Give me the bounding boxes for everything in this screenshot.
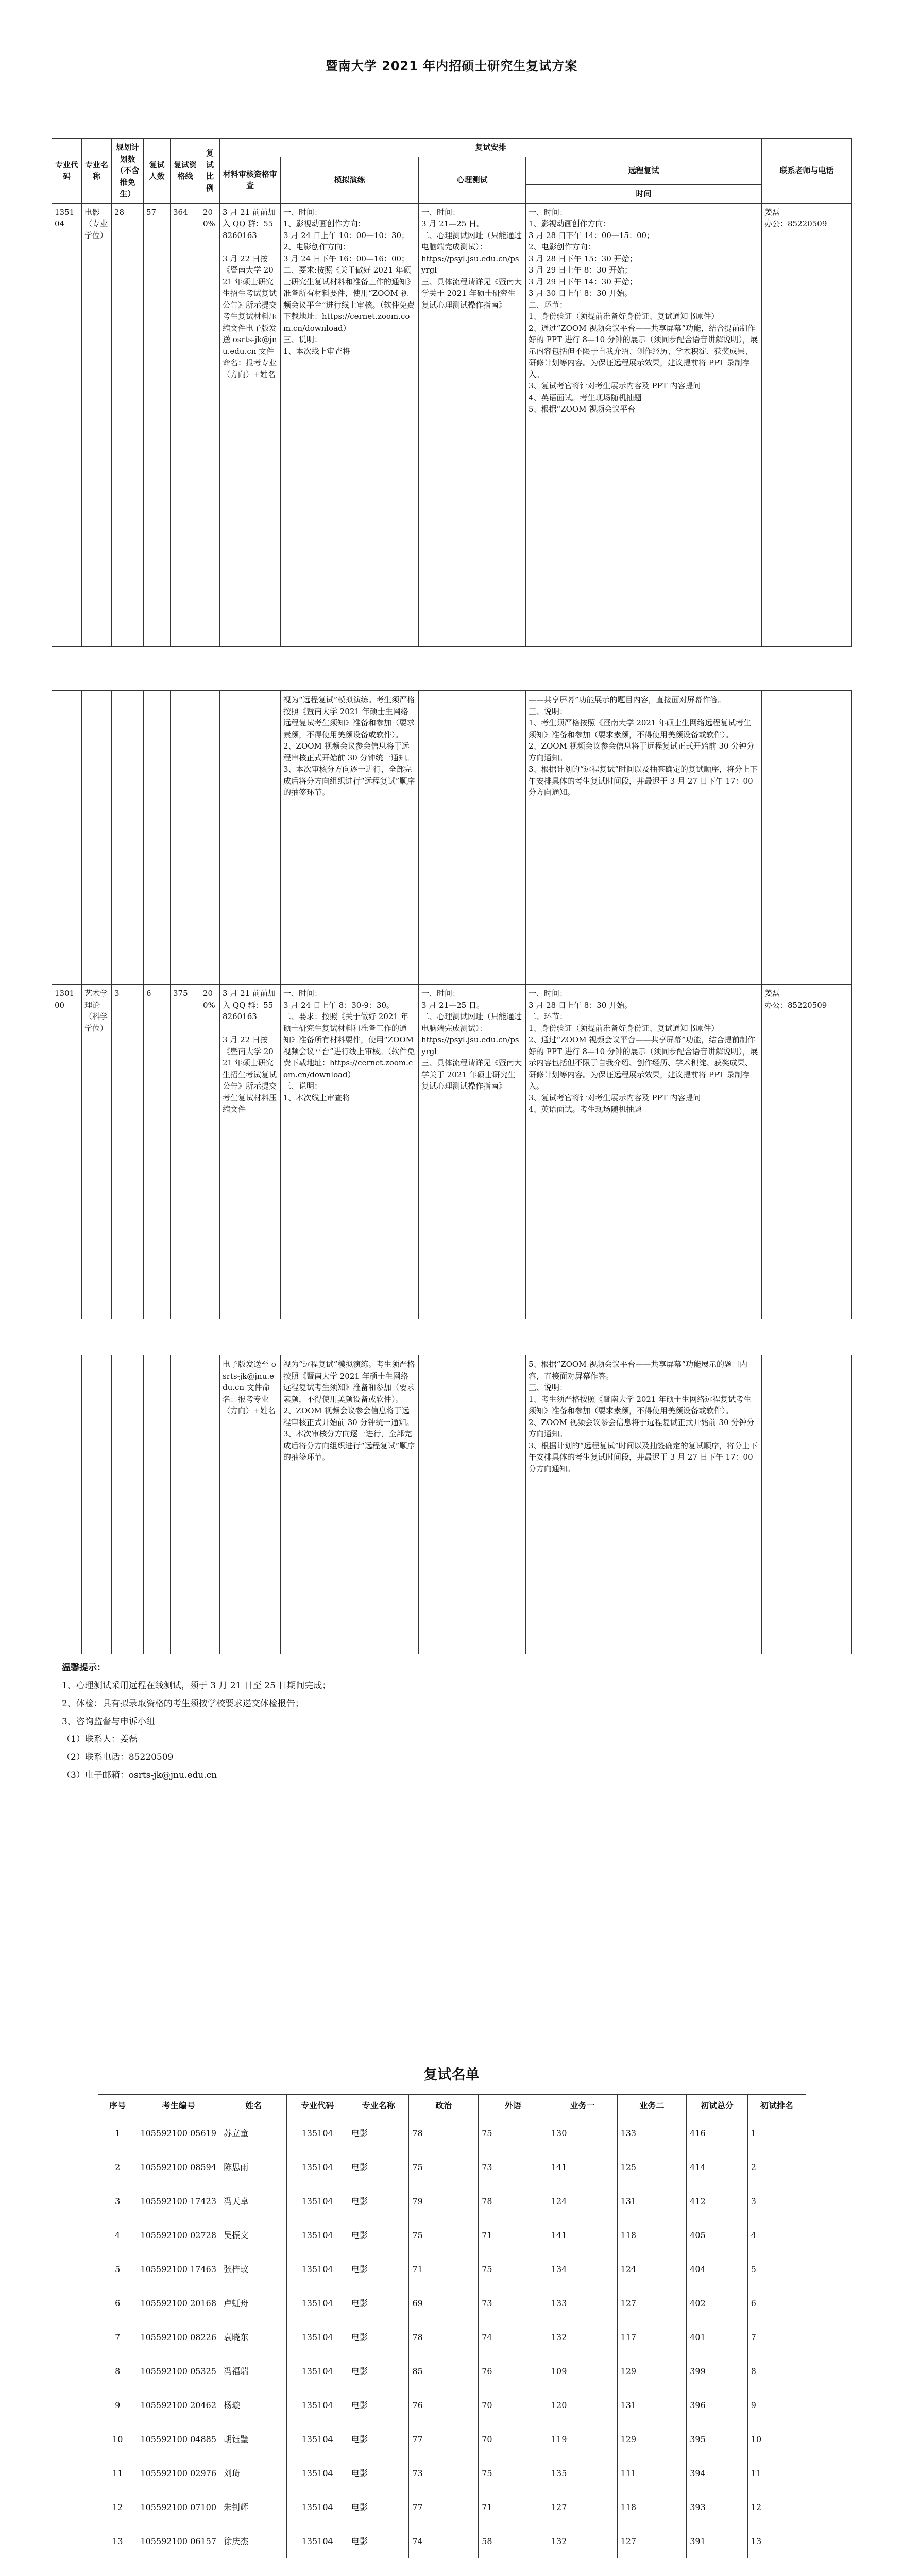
table-cell: 133 xyxy=(548,2286,617,2320)
table-cell: 135104 xyxy=(287,2252,348,2286)
roster-header: 姓名 xyxy=(220,2095,287,2116)
header-psych: 心理测试 xyxy=(419,157,526,203)
plan-table-continued-2 xyxy=(52,1355,852,1654)
table-cell: 414 xyxy=(687,2150,748,2184)
table-cell: 402 xyxy=(687,2286,748,2320)
table-cell: 391 xyxy=(687,2524,748,2558)
table-cell: 70 xyxy=(479,2422,548,2456)
table-cell: 141 xyxy=(548,2218,617,2252)
roster-body xyxy=(98,2116,806,2558)
table-cell: 135104 xyxy=(287,2320,348,2354)
header-score-line: 复试资格线 xyxy=(171,139,200,204)
table-cell: 118 xyxy=(617,2490,687,2524)
page-1 xyxy=(0,0,903,659)
table-cell: 1 xyxy=(98,2116,137,2150)
table-cell: 105592100 05325 xyxy=(137,2354,220,2388)
table-cell: 120 xyxy=(548,2388,617,2422)
table-cell: 127 xyxy=(548,2490,617,2524)
table-cell: 135104 xyxy=(287,2116,348,2150)
row2-mock: 一、时间： 3 月 24 日上午 8：30-9：30。 二、要求：按照《关于做好 2021 年硕士研究生复试材料和准备工作的通知》准备所有材料要件，使用“ZOOM 视频会议平台”进行线上审核。（软件免费下载地址：https://cernet.zoom.com.cn/download） 三、说明： 1、本次线上审查将 xyxy=(281,985,419,1319)
row1-count: 57 xyxy=(144,203,171,646)
table-cell: 76 xyxy=(479,2354,548,2388)
row1-ratio: 200% xyxy=(200,203,220,646)
table-cell: 9 xyxy=(747,2388,806,2422)
header-remote: 远程复试 xyxy=(526,157,762,185)
table-cell: 电影 xyxy=(348,2524,409,2558)
table-cell: 4 xyxy=(747,2218,806,2252)
table-cell: 135 xyxy=(548,2456,617,2490)
table-cell: 124 xyxy=(617,2252,687,2286)
table-cell: 412 xyxy=(687,2184,748,2218)
table-cell: 10 xyxy=(98,2422,137,2456)
table-cell: 吴振文 xyxy=(220,2218,287,2252)
header-code: 专业代码 xyxy=(52,139,82,204)
table-cell: 3 xyxy=(98,2184,137,2218)
row1-psych: 一、时间： 3 月 21—25 日。 二、心理测试网址（只能通过电脑端完成测试）： https://psyl.jsu.edu.cn/psyrgl 三、具体流程请详见《暨南大学关于 2021 年硕士研究生复试心理测试操作指南》 xyxy=(419,203,526,646)
table-cell: 6 xyxy=(98,2286,137,2320)
table-cell: 6 xyxy=(747,2286,806,2320)
table-cell: 77 xyxy=(409,2490,479,2524)
table-cell: 电影 xyxy=(348,2116,409,2150)
notes-item: （3）电子邮箱：osrts-jk@jnu.edu.cn xyxy=(62,1770,217,1781)
row2-remote-cont: 5、根据“ZOOM 视频会议平台——共享屏幕”功能展示的题目内容，直接面对屏幕作答。 三、说明： 1、考生须严格按照《暨南大学 2021 年硕士生网络远程复试考生须知》准备和参加（要求素颜，不得使用美颜设备或软件）。 2、ZOOM 视频会议参会信息将于远程复试正式开始前 30 分钟分方向通知。 3、根据计划的“远程复试”时间以及抽签确定的复试顺序，将分上下午安排具体的考生复试时间段，并最迟于 3 月 27 日下午 17：00 分方向通知。 xyxy=(526,1355,762,1654)
roster-header: 初试总分 xyxy=(687,2095,748,2116)
table-cell: 3 xyxy=(747,2184,806,2218)
table-cell: 134 xyxy=(548,2252,617,2286)
table-cell: 11 xyxy=(98,2456,137,2490)
table-cell: 78 xyxy=(409,2116,479,2150)
table-cell: 卢虹舟 xyxy=(220,2286,287,2320)
table-cell: 78 xyxy=(479,2184,548,2218)
notes-item: （1）联系人：姜磊 xyxy=(62,1734,138,1745)
header-time: 时间 xyxy=(526,185,762,204)
notes-item: 1、心理测试采用远程在线测试，须于 3 月 21 日至 25 日期间完成； xyxy=(62,1680,331,1691)
plan-row-130100 xyxy=(52,985,852,1319)
header-retest-count: 复试人数 xyxy=(144,139,171,204)
table-row xyxy=(98,2456,806,2490)
table-cell: 105592100 08594 xyxy=(137,2150,220,2184)
header-contact: 联系老师与电话 xyxy=(762,139,852,204)
table-cell: 电影 xyxy=(348,2218,409,2252)
table-cell: 119 xyxy=(548,2422,617,2456)
roster-title: 复试名单 xyxy=(423,2067,480,2083)
roster-header: 考生编号 xyxy=(137,2095,220,2116)
table-cell: 2 xyxy=(747,2150,806,2184)
table-cell: 396 xyxy=(687,2388,748,2422)
row1-code: 135104 xyxy=(52,203,82,646)
header-mock: 模拟演练 xyxy=(281,157,419,203)
plan-row-135104-continued xyxy=(52,691,852,985)
table-row xyxy=(98,2354,806,2388)
table-cell: 105592100 02728 xyxy=(137,2218,220,2252)
table-cell: 71 xyxy=(479,2490,548,2524)
table-cell: 135104 xyxy=(287,2524,348,2558)
table-cell: 105592100 04885 xyxy=(137,2422,220,2456)
roster-header-row xyxy=(98,2095,806,2116)
roster-header: 业务二 xyxy=(617,2095,687,2116)
roster-table xyxy=(98,2094,806,2558)
table-cell: 74 xyxy=(479,2320,548,2354)
table-cell: 125 xyxy=(617,2150,687,2184)
row1-remote-cont: ——共享屏幕”功能展示的题目内容，直接面对屏幕作答。 三、说明： 1、考生须严格按照《暨南大学 2021 年硕士生网络远程复试考生须知》准备和参加（要求素颜，不得使用美颜设备或软件）。 2、ZOOM 视频会议参会信息将于远程复试正式开始前 30 分钟分方向通知。 3、根据计划的“远程复试”时间以及抽签确定的复试顺序，将分上下午安排具体的考生复试时间段，并最迟于 3 月 27 日下午 17：00 分方向通知。 xyxy=(526,691,762,985)
table-cell: 135104 xyxy=(287,2150,348,2184)
table-cell: 电影 xyxy=(348,2150,409,2184)
table-cell: 电影 xyxy=(348,2490,409,2524)
table-cell: 陈思雨 xyxy=(220,2150,287,2184)
table-cell: 75 xyxy=(409,2218,479,2252)
table-cell: 75 xyxy=(479,2116,548,2150)
table-cell: 105592100 20462 xyxy=(137,2388,220,2422)
table-row xyxy=(98,2252,806,2286)
notes-section xyxy=(62,1659,331,1785)
table-cell: 71 xyxy=(409,2252,479,2286)
notes-heading: 温馨提示： xyxy=(62,1663,106,1673)
table-cell: 徐庆杰 xyxy=(220,2524,287,2558)
table-cell: 70 xyxy=(479,2388,548,2422)
row2-code: 130100 xyxy=(52,985,82,1319)
table-cell: 73 xyxy=(409,2456,479,2490)
plan-row-135104 xyxy=(52,203,852,646)
table-cell: 395 xyxy=(687,2422,748,2456)
table-cell: 电影 xyxy=(348,2422,409,2456)
table-cell: 电影 xyxy=(348,2388,409,2422)
table-cell: 电影 xyxy=(348,2354,409,2388)
table-cell: 394 xyxy=(687,2456,748,2490)
row2-count: 6 xyxy=(144,985,171,1319)
table-cell: 416 xyxy=(687,2116,748,2150)
table-cell: 冯福瑞 xyxy=(220,2354,287,2388)
roster-header: 序号 xyxy=(98,2095,137,2116)
table-cell: 74 xyxy=(409,2524,479,2558)
table-cell: 1 xyxy=(747,2116,806,2150)
table-cell: 10 xyxy=(747,2422,806,2456)
table-row xyxy=(98,2490,806,2524)
table-cell: 69 xyxy=(409,2286,479,2320)
row1-remote: 一、时间： 1、影视动画创作方向： 3 月 28 日下午 14：00—15：00； 2、电影创作方向： 3 月 28 日下午 15：30 开始； 3 月 29 日上午 8：30 开始； 3 月 29 日下午 14：30 开始； 3 月 30 日上午 8：30 开始。 二、环节： 1、身份验证（须提前准备好身份证、复试通知书原件） 2、通过“ZOOM 视频会议平台——共享屏幕”功能，结合提前制作好的 PPT 进行 8—10 分钟的展示（须同步配合语音讲解说明），展示内容包括但不限于自我介绍、创作经历、学术积淀、获奖成果、研修计划等内容。为保证远程展示效果，建议提前将 PPT 录制存入。 3、复试考官将针对考生展示内容及 PPT 内容提问 4、英语面试。考生现场随机抽题 5、根据“ZOOM 视频会议平台 xyxy=(526,203,762,646)
table-cell: 朱钊辉 xyxy=(220,2490,287,2524)
table-cell: 电影 xyxy=(348,2184,409,2218)
row2-material-cont: 电子版发送至 osrts-jk@jnu.edu.cn 文件命名：报考专业（方向）+姓名 xyxy=(220,1355,281,1654)
plan-table xyxy=(52,138,852,647)
table-cell: 135104 xyxy=(287,2456,348,2490)
header-arrangement: 复试安排 xyxy=(220,139,762,157)
row2-ratio: 200% xyxy=(200,985,220,1319)
table-cell: 13 xyxy=(747,2524,806,2558)
table-cell: 75 xyxy=(409,2150,479,2184)
table-cell: 75 xyxy=(479,2252,548,2286)
roster-header: 政治 xyxy=(409,2095,479,2116)
table-row xyxy=(98,2116,806,2150)
table-cell: 117 xyxy=(617,2320,687,2354)
table-cell: 7 xyxy=(747,2320,806,2354)
table-cell: 冯天卓 xyxy=(220,2184,287,2218)
table-cell: 131 xyxy=(617,2388,687,2422)
table-cell: 13 xyxy=(98,2524,137,2558)
table-cell: 8 xyxy=(98,2354,137,2388)
notes-item: （2）联系电话：85220509 xyxy=(62,1752,174,1763)
table-row xyxy=(98,2524,806,2558)
table-cell: 105592100 17463 xyxy=(137,2252,220,2286)
table-cell: 杨璇 xyxy=(220,2388,287,2422)
table-cell: 105592100 05619 xyxy=(137,2116,220,2150)
table-cell: 电影 xyxy=(348,2252,409,2286)
row1-planned: 28 xyxy=(112,203,144,646)
plan-row-130100-continued xyxy=(52,1355,852,1654)
table-cell: 2 xyxy=(98,2150,137,2184)
table-cell: 8 xyxy=(747,2354,806,2388)
header-planned: 规划计划数（不含推免生） xyxy=(112,139,144,204)
row2-remote: 一、时间： 3 月 28 日上午 8：30 开始。 二、环节： 1、身份验证（须提前准备好身份证、复试通知书原件） 2、通过“ZOOM 视频会议平台——共享屏幕”功能，结合提前制作好的 PPT 进行 8—10 分钟的展示（须同步配合语音讲解说明），展示内容包括但不限于自我介绍、创作经历、学术积淀、获奖成果、研修计划等内容。为保证远程展示效果，建议提前将 PPT 录制存入。 3、复试考官将针对考生展示内容及 PPT 内容提问 4、英语面试。考生现场随机抽题 xyxy=(526,985,762,1319)
table-cell: 77 xyxy=(409,2422,479,2456)
table-row xyxy=(98,2218,806,2252)
header-material-review: 材料审核资格审查 xyxy=(220,157,281,203)
page-2 xyxy=(0,659,903,1350)
table-cell: 135104 xyxy=(287,2218,348,2252)
table-row xyxy=(98,2388,806,2422)
table-cell: 78 xyxy=(409,2320,479,2354)
table-row xyxy=(98,2286,806,2320)
row2-material: 3 月 21 前前加入 QQ 群：558260163 3 月 22 日按《暨南大学 2021 年硕士研究生招生考试复试公告》所示提交考生复试材料压缩文件 xyxy=(220,985,281,1319)
table-cell: 胡钰璧 xyxy=(220,2422,287,2456)
table-cell: 11 xyxy=(747,2456,806,2490)
row2-planned: 3 xyxy=(112,985,144,1319)
table-cell: 135104 xyxy=(287,2490,348,2524)
row2-score: 375 xyxy=(171,985,200,1319)
table-cell: 76 xyxy=(409,2388,479,2422)
table-cell: 109 xyxy=(548,2354,617,2388)
table-cell: 58 xyxy=(479,2524,548,2558)
table-cell: 124 xyxy=(548,2184,617,2218)
table-cell: 141 xyxy=(548,2150,617,2184)
row2-name: 艺术学理论（科学学位） xyxy=(82,985,112,1319)
notes-item: 2、体检：具有拟录取资格的考生须按学校要求递交体检报告； xyxy=(62,1698,304,1709)
table-cell: 135104 xyxy=(287,2286,348,2320)
table-row xyxy=(98,2422,806,2456)
table-cell: 12 xyxy=(98,2490,137,2524)
table-cell: 105592100 20168 xyxy=(137,2286,220,2320)
table-cell: 苏立童 xyxy=(220,2116,287,2150)
table-cell: 12 xyxy=(747,2490,806,2524)
row2-contact: 姜磊 办公：85220509 xyxy=(762,985,852,1319)
row2-mock-cont: 视为“远程复试”模拟演练。考生须严格按照《暨南大学 2021 年硕士生网络远程复试考生须知》准备和参加（要求素颜，不得使用美颜设备或软件）。 2、ZOOM 视频会议参会信息将于远程审核正式开始前 30 分钟统一通知。 3、本次审核分方向逐一进行，全部完成后将分方向组织进行“远程复试”顺序的抽签环节。 xyxy=(281,1355,419,1654)
row1-mock-cont: 视为“远程复试”模拟演练。考生须严格按照《暨南大学 2021 年硕士生网络远程复试考生须知》准备和参加（要求素颜，不得使用美颜设备或软件）。 2、ZOOM 视频会议参会信息将于远程审核正式开始前 30 分钟统一通知。 3、本次审核分方向逐一进行，全部完成后将分方向组织进行“远程复试”顺序的抽签环节。 xyxy=(281,691,419,985)
header-ratio: 复试比例 xyxy=(200,139,220,204)
table-cell: 105592100 02976 xyxy=(137,2456,220,2490)
page-3 xyxy=(0,1350,903,1942)
table-cell: 79 xyxy=(409,2184,479,2218)
table-cell: 129 xyxy=(617,2354,687,2388)
table-cell: 401 xyxy=(687,2320,748,2354)
header-name: 专业名称 xyxy=(82,139,112,204)
table-row xyxy=(98,2150,806,2184)
table-cell: 5 xyxy=(98,2252,137,2286)
table-cell: 7 xyxy=(98,2320,137,2354)
table-cell: 袁晓东 xyxy=(220,2320,287,2354)
plan-table-continued xyxy=(52,690,852,1319)
table-cell: 5 xyxy=(747,2252,806,2286)
table-cell: 105592100 08226 xyxy=(137,2320,220,2354)
row1-contact: 姜磊 办公：85220509 xyxy=(762,203,852,646)
table-row xyxy=(98,2184,806,2218)
row1-material: 3 月 21 前前加入 QQ 群：558260163 3 月 22 日按《暨南大学 2021 年硕士研究生招生考试复试公告》所示提交考生复试材料压缩文件电子版发送 osrts-jk@jnu.edu.cn 文件命名：报考专业（方向）+姓名 xyxy=(220,203,281,646)
roster-header: 专业代码 xyxy=(287,2095,348,2116)
table-cell: 130 xyxy=(548,2116,617,2150)
table-cell: 404 xyxy=(687,2252,748,2286)
roster-header: 专业名称 xyxy=(348,2095,409,2116)
table-cell: 电影 xyxy=(348,2456,409,2490)
roster-header: 初试排名 xyxy=(747,2095,806,2116)
table-cell: 4 xyxy=(98,2218,137,2252)
table-cell: 135104 xyxy=(287,2422,348,2456)
table-cell: 71 xyxy=(479,2218,548,2252)
table-cell: 127 xyxy=(617,2524,687,2558)
notes-item: 3、咨询监督与申诉小组 xyxy=(62,1716,155,1727)
table-cell: 105592100 06157 xyxy=(137,2524,220,2558)
table-cell: 9 xyxy=(98,2388,137,2422)
table-cell: 105592100 17423 xyxy=(137,2184,220,2218)
table-cell: 405 xyxy=(687,2218,748,2252)
roster-header: 业务一 xyxy=(548,2095,617,2116)
table-cell: 85 xyxy=(409,2354,479,2388)
table-cell: 129 xyxy=(617,2422,687,2456)
row1-name: 电影（专业学位） xyxy=(82,203,112,646)
roster-header: 外语 xyxy=(479,2095,548,2116)
table-cell: 132 xyxy=(548,2320,617,2354)
table-cell: 75 xyxy=(479,2456,548,2490)
table-cell: 393 xyxy=(687,2490,748,2524)
table-cell: 132 xyxy=(548,2524,617,2558)
table-cell: 135104 xyxy=(287,2354,348,2388)
table-row xyxy=(98,2320,806,2354)
row1-mock: 一、时间： 1、影视动画创作方向： 3 月 24 日上午 10：00—10：30； 2、电影创作方向： 3 月 24 日下午 16：00—16：00； 二、要求:按照《关于做好 2021 年硕士研究生复试材料和准备工作的通知》准备所有材料要件，使用“ZOOM 视频会议平台”进行线上审核。（软件免费下载地址：https://cernet.zoom.com.cn/download） 三、说明： 1、本次线上审查将 xyxy=(281,203,419,646)
table-cell: 刘琦 xyxy=(220,2456,287,2490)
table-cell: 111 xyxy=(617,2456,687,2490)
table-cell: 131 xyxy=(617,2184,687,2218)
table-cell: 73 xyxy=(479,2286,548,2320)
table-cell: 135104 xyxy=(287,2184,348,2218)
table-cell: 105592100 07100 xyxy=(137,2490,220,2524)
table-cell: 电影 xyxy=(348,2320,409,2354)
table-cell: 135104 xyxy=(287,2388,348,2422)
table-cell: 118 xyxy=(617,2218,687,2252)
table-cell: 张梓玟 xyxy=(220,2252,287,2286)
table-cell: 127 xyxy=(617,2286,687,2320)
table-cell: 399 xyxy=(687,2354,748,2388)
document-title: 暨南大学 2021 年内招硕士研究生复试方案 xyxy=(325,59,578,73)
table-cell: 133 xyxy=(617,2116,687,2150)
table-cell: 73 xyxy=(479,2150,548,2184)
row1-score: 364 xyxy=(171,203,200,646)
row2-psych: 一、时间： 3 月 21—25 日。 二、心理测试网址（只能通过电脑端完成测试）： https://psyl.jsu.edu.cn/psyrgl 三、具体流程请详见《暨南大学关于 2021 年硕士研究生复试心理测试操作指南》 xyxy=(419,985,526,1319)
page-4 xyxy=(0,1942,903,2576)
table-cell: 电影 xyxy=(348,2286,409,2320)
